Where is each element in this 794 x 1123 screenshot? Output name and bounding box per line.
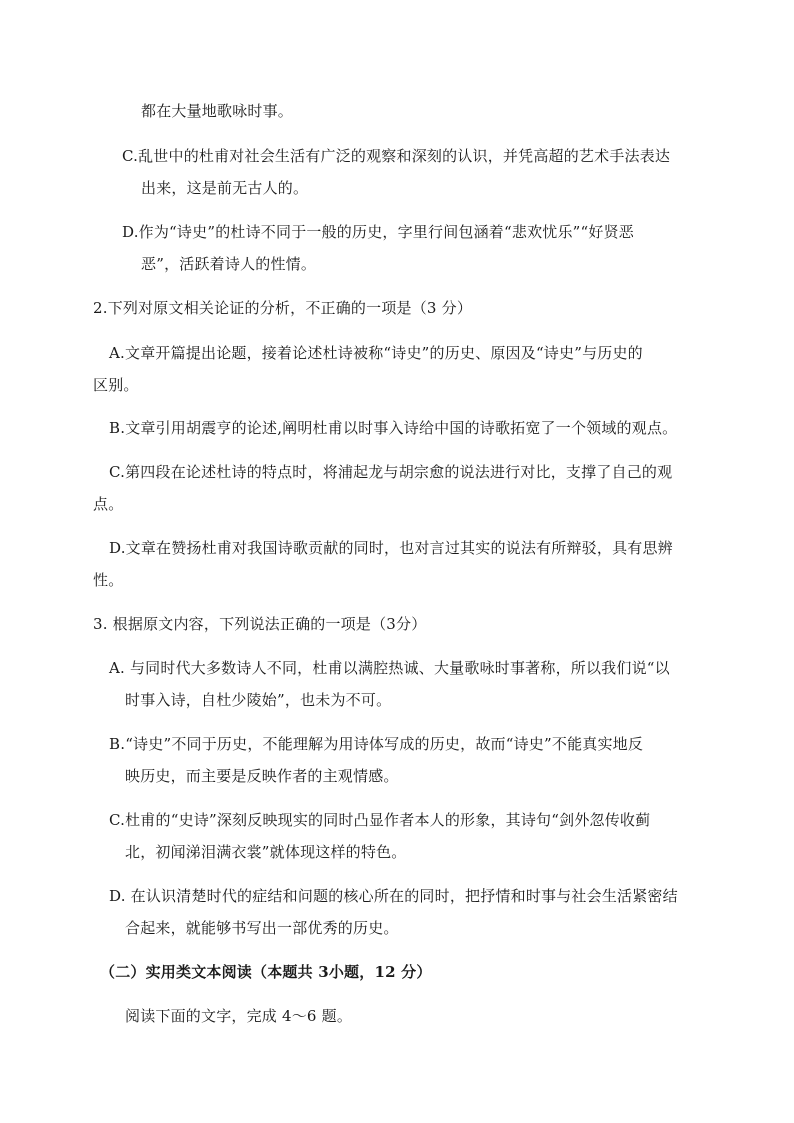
option-c-line: C.杜甫的“史诗”深刻反映现实的同时凸显作者本人的形象，其诗句“剑外忽传收蓟 — [109, 811, 651, 829]
option-b-line: B.文章引用胡震亨的论述,阐明杜甫以时事入诗给中国的诗歌拓宽了一个领域的观点。 — [109, 419, 678, 437]
option-c-line: C.第四段在论述杜诗的特点时，将浦起龙与胡宗愈的说法进行对比，支撑了自己的观 — [109, 463, 673, 481]
text-line: 出来，这是前无古人的。 — [141, 179, 309, 197]
text-line: 点。 — [93, 495, 124, 513]
text-line: 时事入诗，自杜少陵始”，也未为不可。 — [125, 691, 392, 709]
question-3-heading: 3. 根据原文内容，下列说法正确的一项是（3分） — [93, 615, 427, 633]
option-d-line: D. 在认识清楚时代的症结和问题的核心所在的同时，把抒情和时事与社会生活紧密结 — [109, 887, 678, 905]
text-line: 都在大量地歌咏时事。 — [141, 102, 294, 120]
text-line: 北，初闻涕泪满衣裳”就体现这样的特色。 — [125, 843, 407, 861]
text-line: 恶”，活跃着诗人的性情。 — [141, 255, 317, 273]
option-a-line: A. 与同时代大多数诗人不同，杜甫以满腔热诚、大量歌咏时事著称，所以我们说“以 — [109, 659, 670, 677]
option-b-line: B.“诗史”不同于历史，不能理解为用诗体写成的历史，故而“诗史”不能真实地反 — [109, 735, 644, 753]
option-c-line: C.乱世中的杜甫对社会生活有广泛的观察和深刻的认识，并凭高超的艺术手法表达 — [122, 147, 671, 165]
text-line: 性。 — [93, 571, 124, 589]
question-2-heading: 2.下列对原文相关论证的分析，不正确的一项是（3 分） — [93, 299, 473, 317]
text-line: 合起来，就能够书写出一部优秀的历史。 — [125, 919, 399, 937]
text-line: 映历史，而主要是反映作者的主观情感。 — [125, 767, 399, 785]
option-d-line: D.文章在赞扬杜甫对我国诗歌贡献的同时，也对言过其实的说法有所辩驳，具有思辨 — [109, 539, 673, 557]
option-a-line: A.文章开篇提出论题，接着论述杜诗被称“诗史”的历史、原因及“诗史”与历史的 — [109, 344, 643, 362]
option-d-line: D.作为“诗史”的杜诗不同于一般的历史，字里行间包涵着“悲欢忧乐”“好贤恶 — [122, 223, 635, 241]
text-line: 区别。 — [93, 376, 139, 394]
section-heading: （二）实用类文本阅读（本题共 3小题，12 分） — [100, 963, 432, 981]
instruction-line: 阅读下面的文字，完成 4～6 题。 — [125, 1007, 353, 1025]
